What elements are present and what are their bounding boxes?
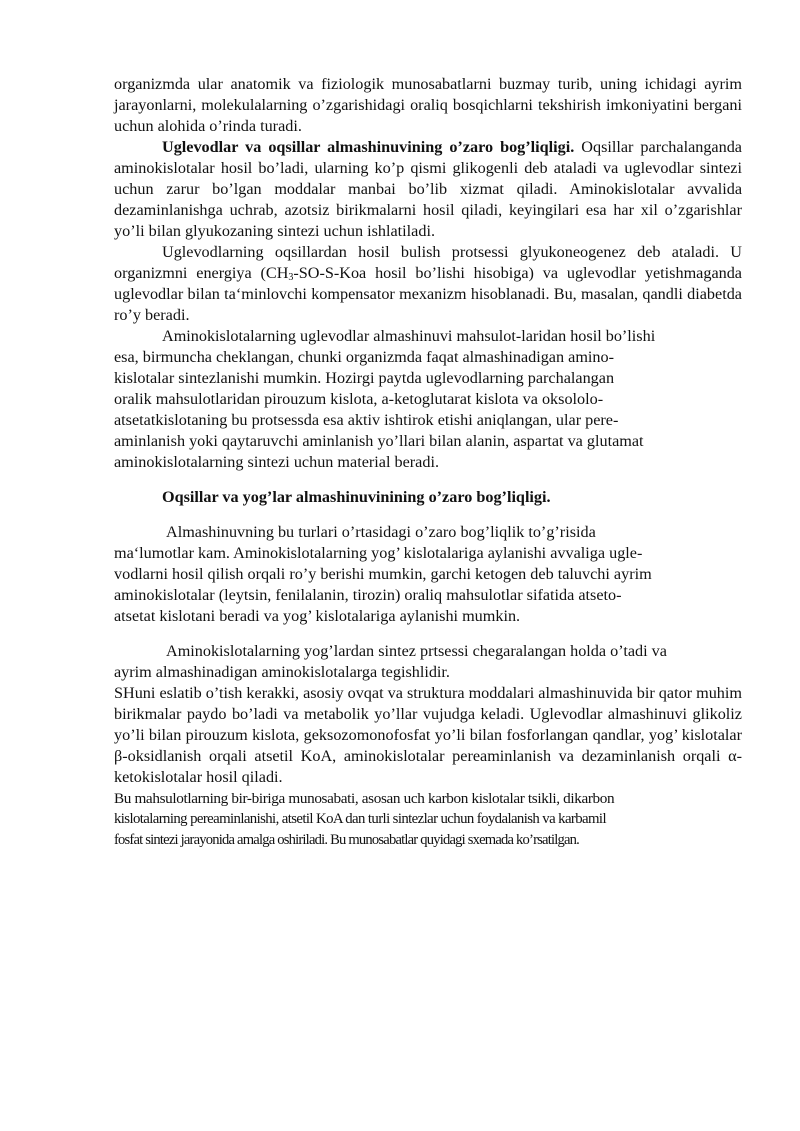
subscript-3: 3 [288,272,294,283]
paragraph-carb-protein [114,137,742,242]
text-line: esa, birmuncha cheklangan, chunki organizmda faqat almashinadigan amino- [114,348,614,366]
gluconeogenesis-text-b: -SO-S-Koa hosil bo’lishi hisobiga) va uglevodlar yetishmaganda uglevodlar bilan ta‘minlovchi kompensator mexanizm hisoblanadi. Bu, masalan, qandli diabetda ro’y beradi. [114,264,742,324]
text-line: atsetat kislotani beradi va yog’ kislotalariga aylanishi mumkin. [114,607,521,625]
paragraph-protein-fat [114,522,742,627]
text-line: aminokislotalar (leytsin, fenilalanin, tirozin) oraliq mahsulotlar sifatida atseto- [114,586,622,604]
paragraph-intro: organizmda ular anatomik va fiziologik munosabatlarni buzmay turib, uning ichidagi ayrim jarayonlarni, molekulalarning o’zgarishidagi oraliq bosqichlarni tekshirish imkoniyatini bergani uchun alohida o’rinda turadi. [114,75,742,135]
paragraph-gluconeogenesis [114,242,742,326]
text-line: aminokislotalarning sintezi uchun material beradi. [114,453,439,471]
paragraph-aminoacid-synthesis [114,326,742,473]
text-line: Aminokislotalarning uglevodlar almashinuvi mahsulot-laridan hosil bo’lishi [162,327,656,345]
document-page [114,74,742,851]
text-line: Almashinuvning bu turlari o’rtasidagi o’zaro bog’liqlik to’g’risida [166,523,596,541]
paragraph-fat-synthesis [114,641,742,683]
paragraph-metabolic-pathways: SHuni eslatib o’tish kerakki, asosiy ovqat va struktura moddalari almashinuvida bir qator muhim birikmalar paydo bo’ladi va metabolik yo’llar vujudga keladi. Uglevodlar almashinuvi glikoliz yo’li bilan pirouzum kislota, geksozomonofosfat yo’li bilan fosforlangan qandlar, yog’ kislotalar β-oksidlanish orqali atsetil KoA, aminokislotalar pereaminlanish va dezaminlanish orqali α-ketokislotalar hosil qiladi. [114,684,742,786]
section-heading-protein-fat [114,487,742,508]
text-line: Bu mahsulotlarning bir-biriga munosabati, asosan uch karbon kislotalar tsikli, dikarbon [114,790,615,807]
text-line: oralik mahsulotlaridan pirouzum kislota, a-ketoglutarat kislota va oksololo- [114,390,604,408]
text-line: ayrim almashinadigan aminokislotalarga tegishlidir. [114,663,450,681]
text-line: ma‘lumotlar kam. Aminokislotalarning yog’ kislotalariga aylanishi avvaliga ugle- [114,544,643,562]
section-heading-protein-fat-text: Oqsillar va yog’lar almashinuvinining o’zaro bog’liqligi. [162,488,551,506]
paragraph-relations [114,788,742,851]
text-line: Aminokislotalarning yog’lardan sintez prtsessi chegaralangan holda o’tadi va [166,642,667,660]
text-line: kislotalar sintezlanishi mumkin. Hozirgi paytda uglevodlarning parchalangan [114,369,615,387]
text-line: atsetatkislotaning bu protsessda esa aktiv ishtirok etishi aniqlangan, ular pere- [114,411,619,429]
section-heading-carb-protein: Uglevodlar va oqsillar almashinuvining o’zaro bog’liqligi. [162,138,575,156]
paragraph-carb-protein-text: Oqsillar parchalanganda aminokislotalar hosil bo’ladi, ularning ko’p qismi glikogenli deb ataladi va uglevodlar sintezi uchun zarur bo’lgan moddalar manbai bo’lib xizmat qiladi. Aminokislotalar avvalida dezaminlanishga uchrab, azotsiz birikmalarni hosil qiladi, keyingilari esa har xil o’zgarishlar yo’li bilan glyukozaning sintezi uchun ishlatiladi. [114,138,742,240]
text-line: aminlanish yoki qaytaruvchi aminlanish yo’llari bilan alanin, aspartat va glutamat [114,432,644,450]
text-line: fosfat sintezi jarayonida amalga oshiriladi. Bu munosabatlar quyidagi sxemada ko’rsatilgan. [114,832,579,848]
text-line: vodlarni hosil qilish orqali ro’y berishi mumkin, garchi ketogen deb taluvchi ayrim [114,565,652,583]
text-line: kislotalarning pereaminlanishi, atsetil KoA dan turli sintezlar uchun foydalanish va karbamil [114,811,606,827]
gluconeogenesis-text-a: Uglevodlarning oqsillardan hosil bulish protsessi glyukoneogenez deb ataladi. U organizmni energiya (CH [114,243,742,282]
